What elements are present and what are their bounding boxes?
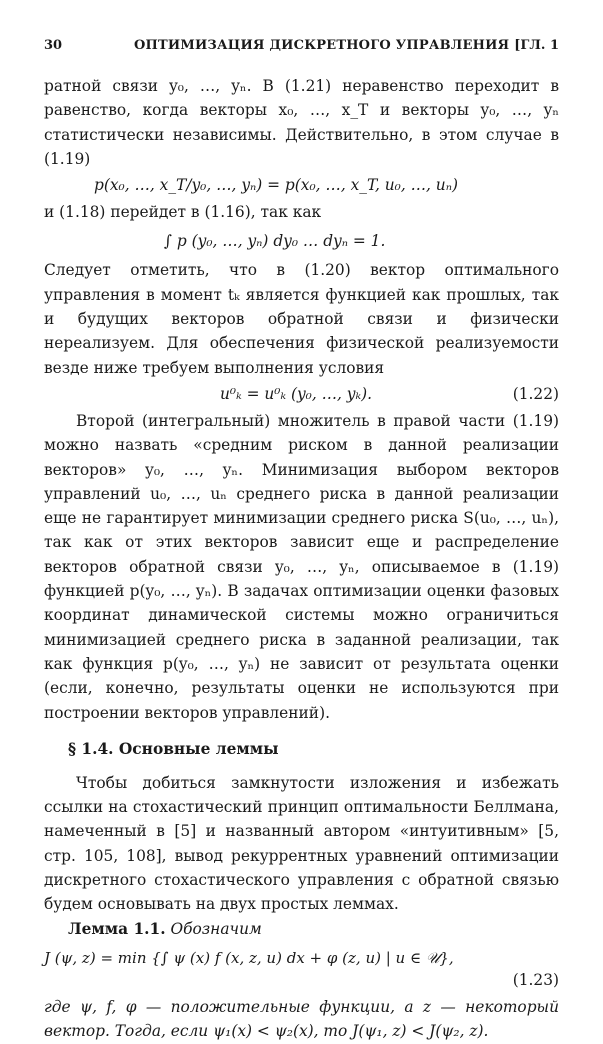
paragraph-1: ратной связи y₀, …, yₙ. В (1.21) неравенство переходит в равенство, когда векторы x₀, …, x_T и векторы y₀, …, yₙ статистически независимы. Действительно, в этом случае в (1.19)	[44, 77, 559, 168]
equation-1-22	[44, 380, 559, 409]
equation-2	[44, 224, 559, 258]
equation-1-23-number: (1.23)	[512, 970, 559, 989]
paragraph-3: Следует отметить, что в (1.20) вектор оптимального управления в момент tₖ является функцией как прошлых, так и будущих векторов обратной связи и физически нереализуем. Для обеспечения физической реализуемости везде ниже требуем выполнения условия	[44, 261, 559, 377]
section-title: § 1.4. Основные леммы	[68, 739, 279, 758]
lemma-intro: Обозначим	[170, 919, 262, 938]
equation-1-23	[44, 941, 559, 975]
equation-1-formula: p(x₀, …, x_T/y₀, …, yₙ) = p(x₀, …, x_T, u₀, …, uₙ)	[94, 176, 458, 195]
equation-1-23-formula: J (ψ, z) = min {∫ ψ (x) f (x, z, u) dx + φ (z, u) | u ∈ 𝒰},	[44, 948, 454, 967]
paragraph-4: Второй (интегральный) множитель в правой части (1.19) можно назвать «средним риском в данной реализации векторов» y₀, …, yₙ. Минимизация выбором векторов управлений u₀, …, uₙ среднего риска в данной реализации еще не гарантирует минимизации среднего риска S(u₀, …, uₙ), так как от этих векторов зависит еще и распределение векторов обратной связи y₀, …, yₙ, описываемое в (1.19) функцией p(y₀, …, yₙ). В задачах оптимизации оценки фазовых координат динамической системы можно ограничиться минимизацией среднего риска в заданной реализации, так как функция p(y₀, …, yₙ) не зависит от результата оценки (если, конечно, результаты оценки не используются при построении векторов управлений).	[44, 411, 559, 722]
equation-1-22-number: (1.22)	[512, 384, 559, 403]
lemma-heading	[44, 917, 559, 941]
running-header	[44, 38, 559, 62]
page-number: 30	[44, 38, 63, 53]
paragraph-2: и (1.18) перейдет в (1.16), так как	[44, 203, 322, 222]
equation-2-formula: ∫ p (y₀, …, yₙ) dy₀ … dyₙ = 1.	[164, 232, 386, 251]
paragraph-6: где ψ, f, φ — положительные функции, а z — некоторый вектор. Тогда, если ψ₁(x) < ψ₂(x), то J(ψ₁, z) < J(ψ₂, z).	[44, 997, 559, 1041]
paragraph-5: Чтобы добиться замкнутости изложения и избежать ссылки на стохастический принцип оптимальности Беллмана, намеченный в [5] и названный автором «интуитивным» [5, стр. 105, 108], вывод рекуррентных уравнений оптимизации дискретного стохастического управления с обратной связью будем основывать на двух простых леммах.	[44, 773, 559, 914]
lemma-label: Лемма 1.1.	[68, 919, 166, 938]
chapter-label: [ГЛ. 1	[514, 38, 559, 53]
page-body	[44, 74, 559, 1044]
equation-1-22-formula: u⁰ₖ = u⁰ₖ (y₀, …, yₖ).	[220, 384, 372, 403]
equation-1-23-number-line	[44, 970, 559, 995]
equation-1	[44, 171, 559, 200]
running-title: ОПТИМИЗАЦИЯ ДИСКРЕТНОГО УПРАВЛЕНИЯ	[134, 38, 510, 53]
